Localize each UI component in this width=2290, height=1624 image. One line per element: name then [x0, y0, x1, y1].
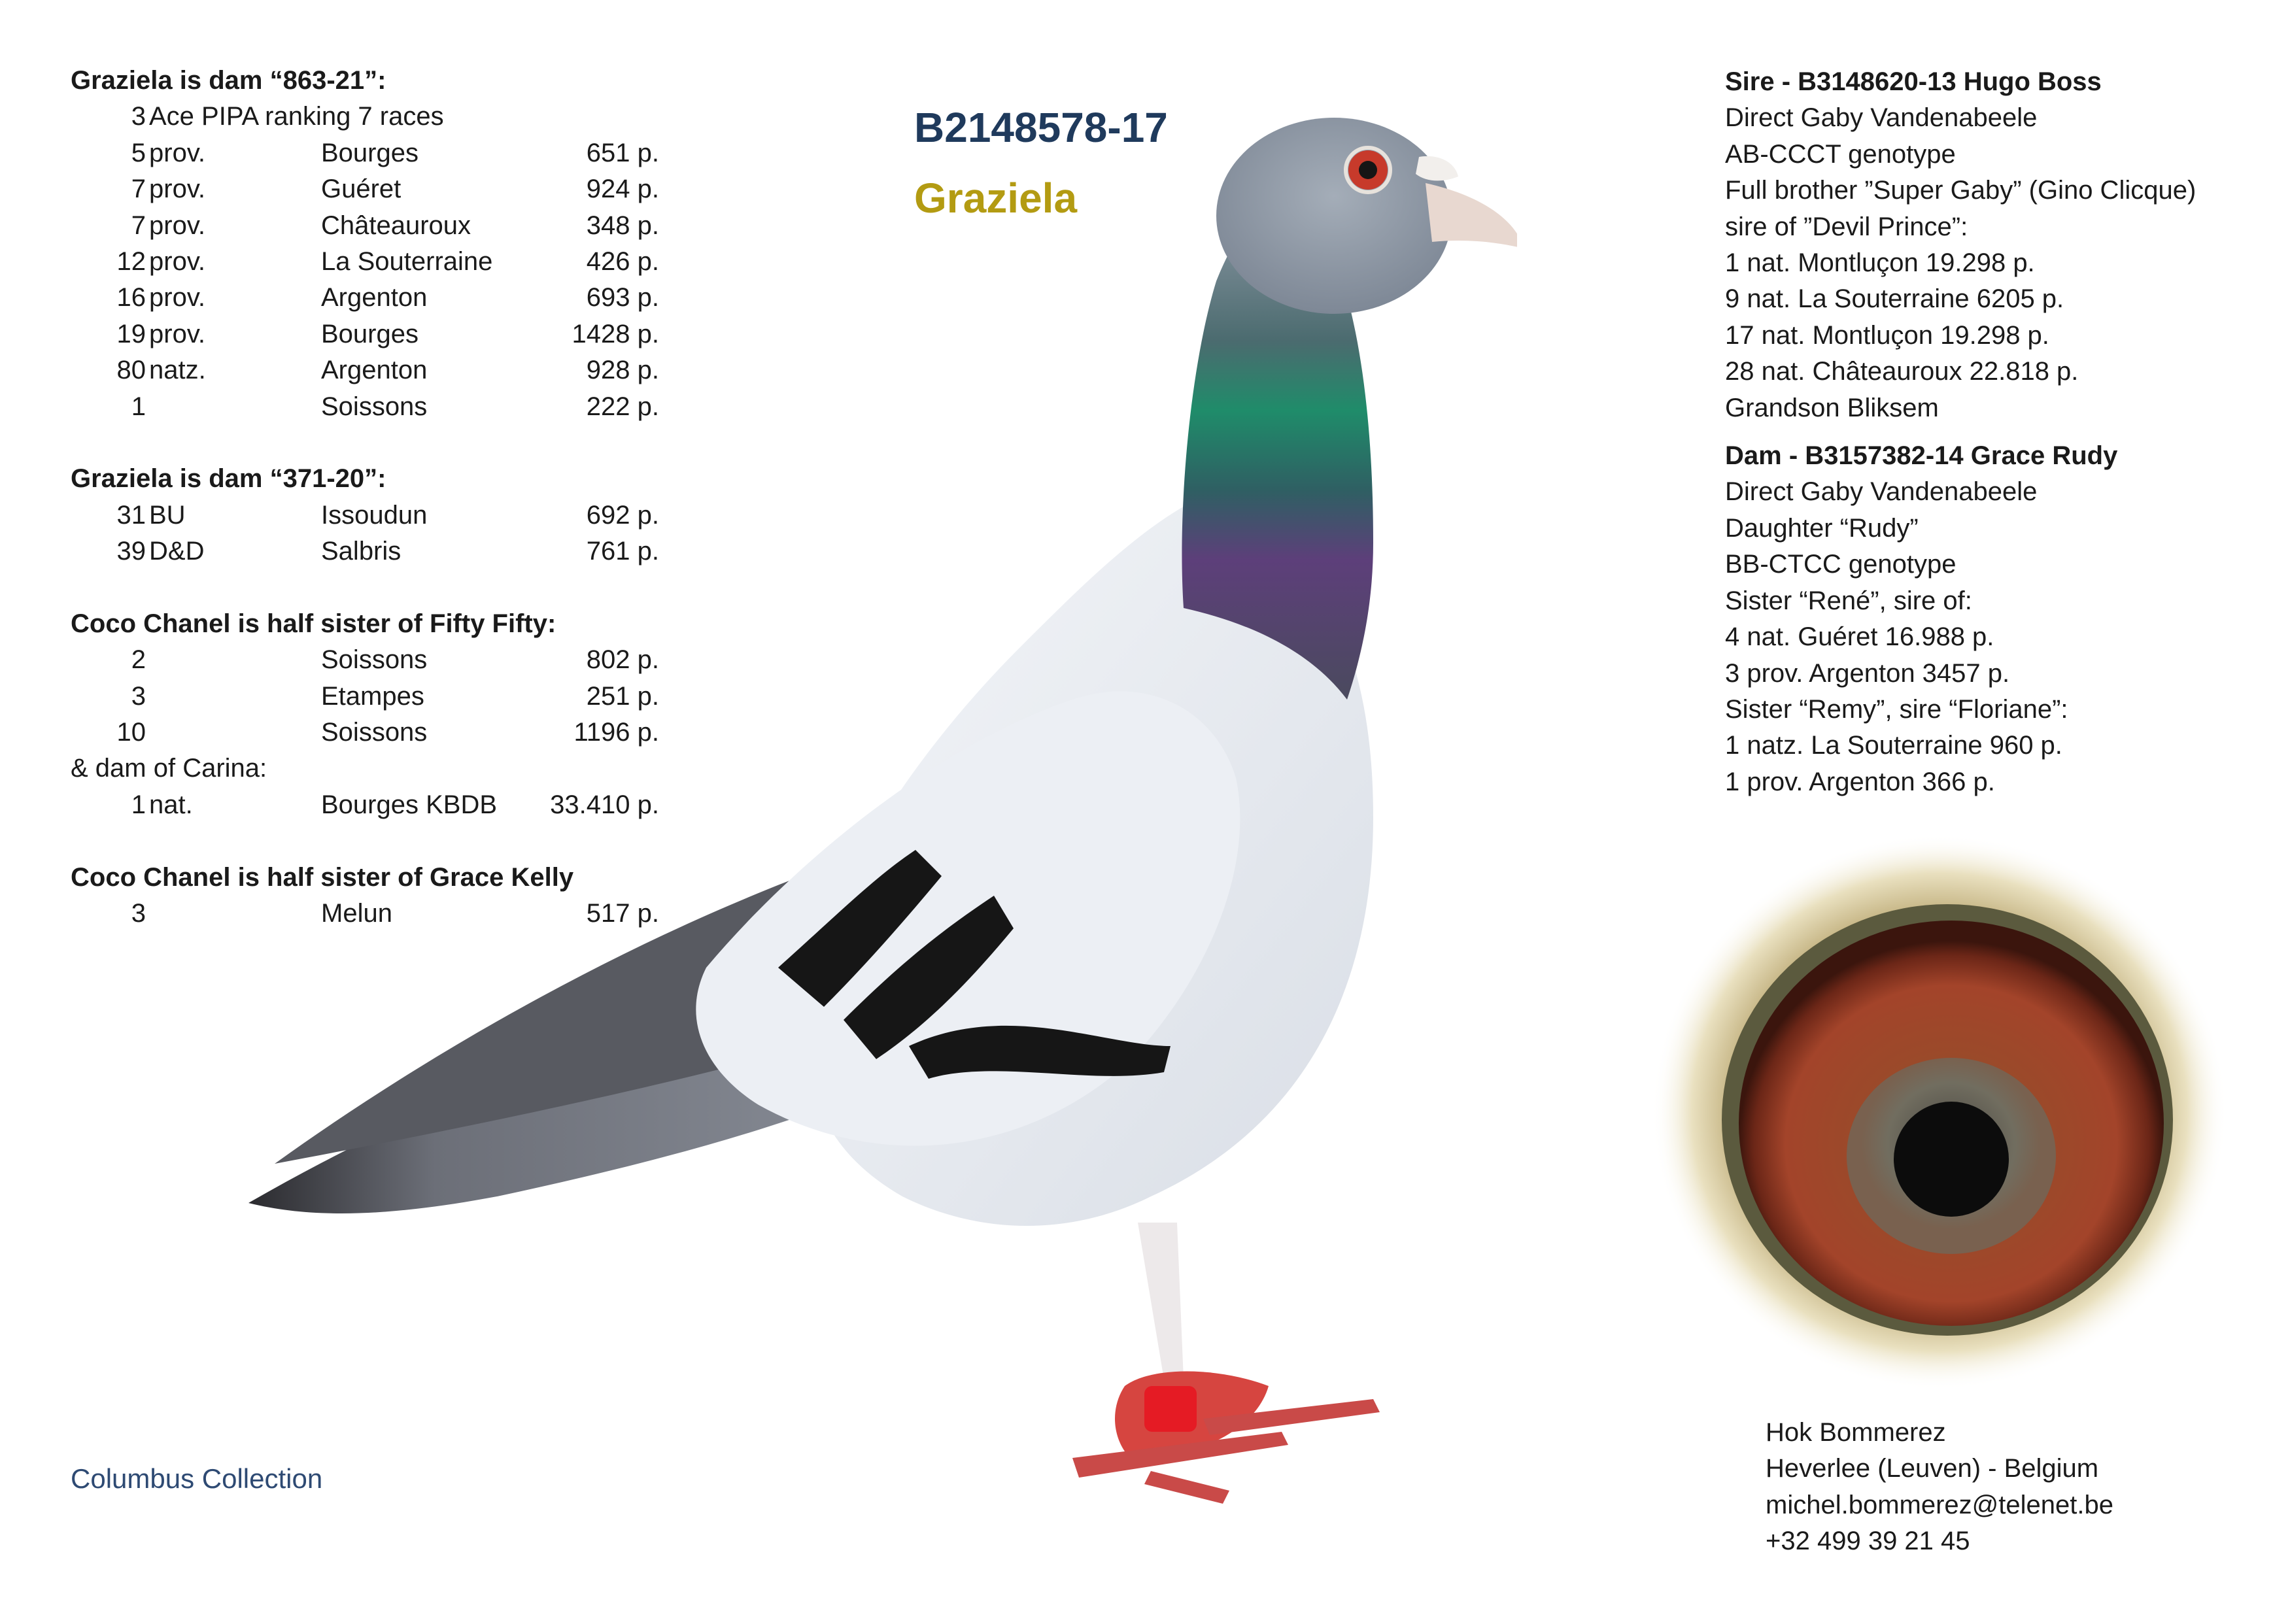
result-race: Salbris	[321, 537, 402, 566]
section-title: Coco Chanel is half sister of Grace Kelly	[71, 862, 574, 892]
sire-line: 17 nat. Montluçon 19.298 p.	[1725, 320, 2049, 350]
dam-line: 4 nat. Guéret 16.988 p.	[1725, 622, 1994, 652]
result-race: Bourges	[321, 319, 419, 348]
result-participants: 426 p.	[586, 246, 659, 276]
result-category: prov.	[149, 211, 205, 240]
sire-line: Full brother ”Super Gaby” (Gino Clicque)	[1725, 176, 2196, 205]
result-participants: 1196 p.	[573, 718, 659, 747]
result-rank: 19	[116, 319, 146, 348]
result-participants: 348 p.	[586, 211, 659, 240]
sire-line: sire of ”Devil Prince”:	[1725, 212, 1968, 241]
result-rank: 10	[116, 718, 146, 747]
dam-line: Direct Gaby Vandenabeele	[1725, 477, 2038, 507]
result-category: natz.	[149, 356, 206, 385]
ring-number: B2148578-17	[914, 104, 1168, 151]
sire-line: Direct Gaby Vandenabeele	[1725, 103, 2038, 133]
dam-line: Sister “René”, sire of:	[1725, 586, 1972, 615]
result-race: Soissons	[321, 718, 428, 747]
result-rank: 3	[131, 102, 146, 131]
result-rank: 39	[116, 537, 146, 566]
result-category: nat.	[149, 790, 193, 819]
result-race: Issoudun	[321, 500, 428, 530]
result-race: Melun	[321, 899, 392, 928]
result-rank: 1	[131, 790, 146, 819]
result-participants: 802 p.	[586, 645, 659, 675]
phone[interactable]: +32 499 39 21 45	[1766, 1527, 1970, 1556]
dam-line: Sister “Remy”, sire “Floriane”:	[1725, 694, 2068, 724]
email[interactable]: michel.bommerez@telenet.be	[1766, 1490, 2113, 1519]
result-category: prov.	[149, 138, 205, 167]
result-race: Soissons	[321, 645, 428, 675]
result-participants: 693 p.	[586, 283, 659, 313]
dam-line: BB-CTCC genotype	[1725, 550, 1957, 579]
result-category: prov.	[149, 319, 205, 348]
sire-line: 9 nat. La Souterraine 6205 p.	[1725, 284, 2064, 314]
result-participants: 33.410 p.	[550, 790, 659, 819]
dam-line: 1 prov. Argenton 366 p.	[1725, 767, 1995, 796]
sire-line: 1 nat. Montluçon 19.298 p.	[1725, 248, 2035, 278]
result-race: Châteauroux	[321, 211, 471, 240]
sire-line: 28 nat. Châteauroux 22.818 p.	[1725, 357, 2079, 386]
dam-line: Daughter “Rudy”	[1725, 513, 1919, 543]
sire-line: Grandson Bliksem	[1725, 393, 1939, 422]
result-race: Guéret	[321, 175, 402, 204]
result-rank: 3	[131, 899, 146, 928]
brand-label: Columbus Collection	[71, 1463, 323, 1494]
result-category: prov.	[149, 246, 205, 276]
dam-title: Dam - B3157382-14 Grace Rudy	[1725, 441, 2118, 471]
result-race: Etampes	[321, 681, 424, 711]
result-category: prov.	[149, 283, 205, 313]
result-rank: 1	[131, 392, 146, 421]
sire-title: Sire - B3148620-13 Hugo Boss	[1725, 67, 2102, 96]
result-rank: 31	[116, 500, 146, 530]
result-participants: 1428 p.	[572, 319, 659, 348]
result-race: Argenton	[321, 283, 428, 313]
result-race: Bourges KBDB	[321, 790, 498, 819]
dam-line: 3 prov. Argenton 3457 p.	[1725, 658, 2010, 688]
section-title: Coco Chanel is half sister of Fifty Fifty:	[71, 609, 556, 638]
result-rank: 12	[116, 246, 146, 276]
result-category: prov.	[149, 175, 205, 204]
result-rank: 16	[116, 283, 146, 313]
result-race: Argenton	[321, 356, 428, 385]
section-title: Graziela is dam “863-21”:	[71, 66, 386, 95]
eye-photo	[1645, 829, 2234, 1395]
result-participants: 692 p.	[586, 500, 659, 530]
result-category: BU	[149, 500, 186, 530]
result-participants: 222 p.	[586, 392, 659, 421]
section-note: & dam of Carina:	[71, 754, 267, 783]
sire-line: AB-CCCT genotype	[1725, 139, 1956, 169]
result-race: Soissons	[321, 392, 428, 421]
result-race: Bourges	[321, 138, 419, 167]
result-rank: 3	[131, 681, 146, 711]
result-participants: 651 p.	[586, 138, 659, 167]
loft-name: Hok Bommerez	[1766, 1418, 1946, 1447]
result-rank: 2	[131, 645, 146, 675]
pigeon-name: Graziela	[914, 175, 1078, 222]
pigeon-photo	[222, 85, 1517, 1530]
result-participants: 928 p.	[586, 356, 659, 385]
result-participants: 251 p.	[586, 681, 659, 711]
section-title: Graziela is dam “371-20”:	[71, 464, 386, 494]
result-category: D&D	[149, 537, 205, 566]
result-participants: 924 p.	[586, 175, 659, 204]
result-rank: 80	[116, 356, 146, 385]
result-participants: 517 p.	[586, 899, 659, 928]
result-category: Ace PIPA ranking 7 races	[149, 102, 444, 131]
result-rank: 7	[131, 211, 146, 240]
result-rank: 5	[131, 138, 146, 167]
pedigree-column	[1725, 64, 2261, 800]
result-race: La Souterraine	[321, 246, 493, 276]
result-rank: 7	[131, 175, 146, 204]
location: Heverlee (Leuven) - Belgium	[1766, 1454, 2099, 1483]
result-participants: 761 p.	[586, 537, 659, 566]
contact-block	[1766, 1415, 2113, 1560]
dam-line: 1 natz. La Souterraine 960 p.	[1725, 731, 2062, 760]
